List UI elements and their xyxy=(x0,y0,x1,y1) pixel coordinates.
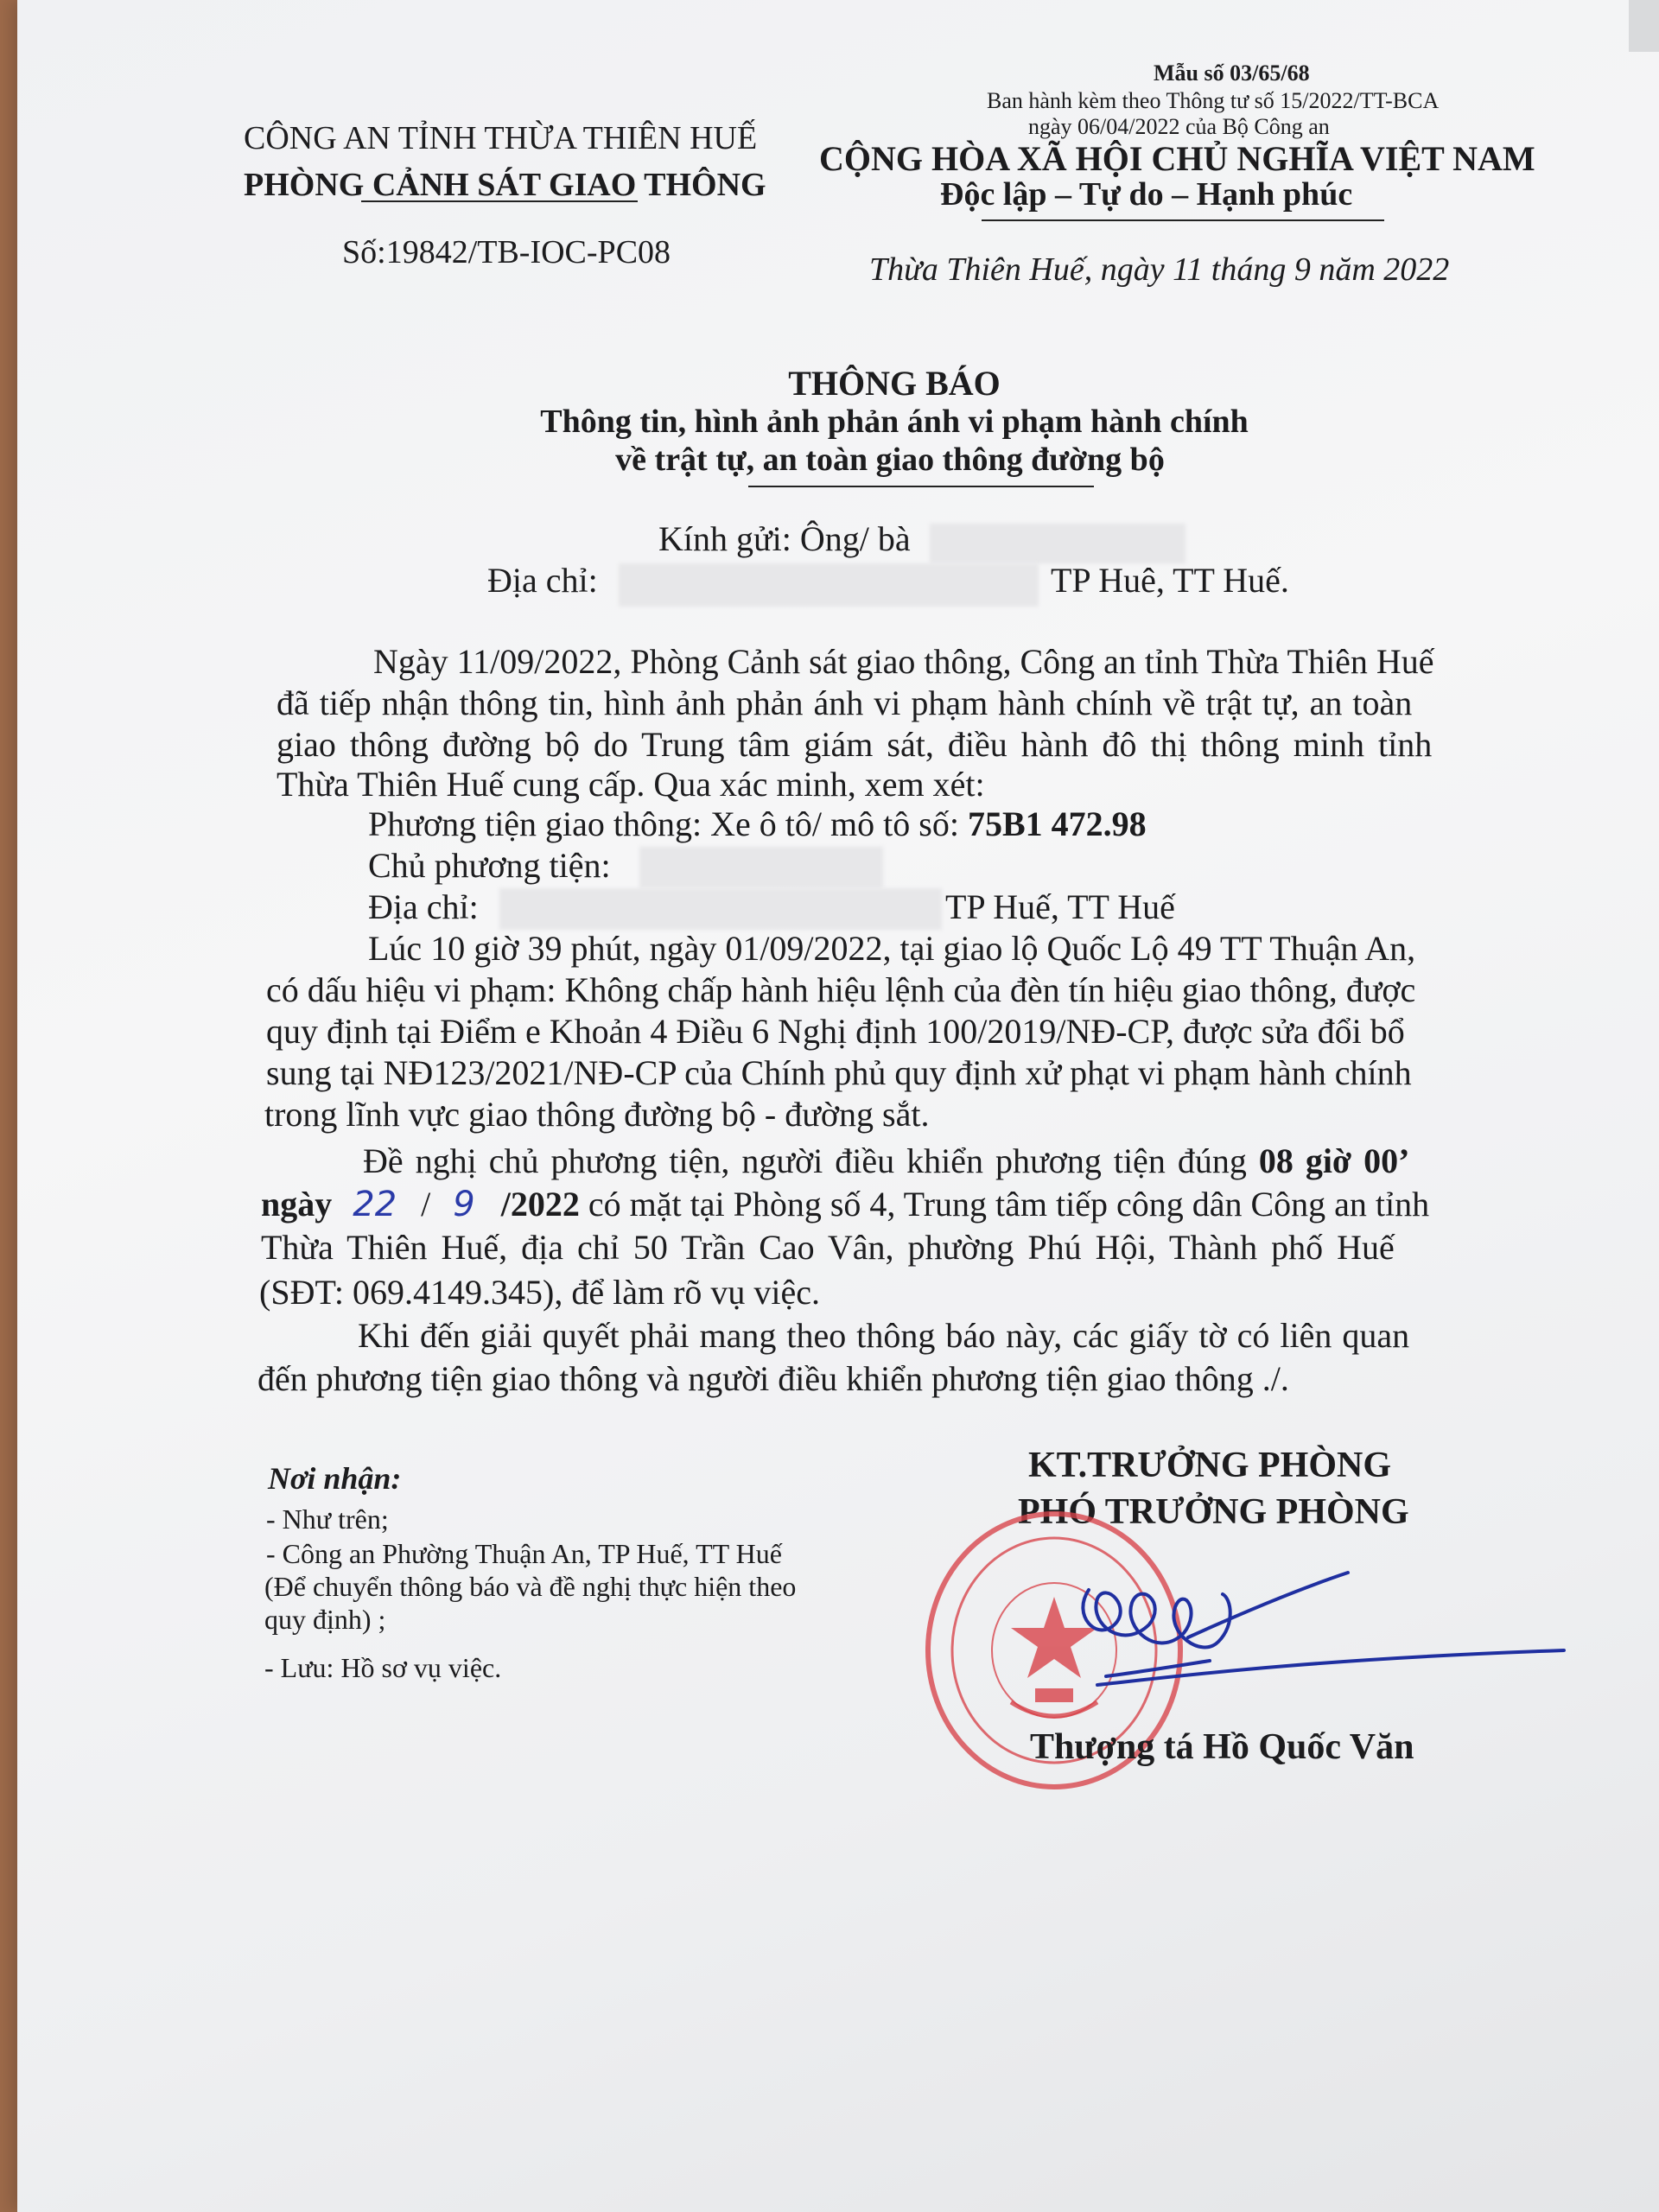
closing-line-2: đến phương tiện giao thông và người điều khiển phương tiện giao thông ./. xyxy=(257,1359,1289,1398)
request-year: /2022 xyxy=(500,1185,580,1224)
request-time: 08 giờ 00’ xyxy=(1258,1141,1410,1180)
recipient-address-label: Địa chỉ: xyxy=(487,561,598,600)
request-day-label: ngày xyxy=(261,1185,333,1224)
nation-line-1: CỘNG HÒA XÃ HỘI CHỦ NGHĨA VIỆT NAM xyxy=(819,139,1535,178)
request-line-4: (SĐT: 069.4149.345), để làm rõ vụ việc. xyxy=(259,1273,821,1312)
redacted-address xyxy=(619,563,1039,607)
place-date: Thừa Thiên Huế, ngày 11 tháng 9 năm 2022 xyxy=(869,251,1450,288)
request-line-3: Thừa Thiên Huế, địa chỉ 50 Trần Cao Vân, phường Phú Hội, Thành phố Huế xyxy=(261,1228,1395,1267)
request-text: có mặt tại Phòng số 4, Trung tâm tiếp công dân Công an tỉnh xyxy=(588,1185,1430,1224)
agency-line-2: PHÒNG CẢNH SÁT GIAO THÔNG xyxy=(244,167,766,203)
vehicle-label: Phương tiện giao thông: Xe ô tô/ mô tô số: xyxy=(368,804,968,843)
form-number: Mẫu số 03/65/68 xyxy=(1154,60,1310,86)
issued-date: ngày 06/04/2022 của Bộ Công an xyxy=(1028,114,1330,139)
request-text: Đề nghị chủ phương tiện, người điều khiển phương tiện đúng xyxy=(363,1141,1247,1180)
handwritten-day: 22 xyxy=(353,1185,397,1224)
license-plate: 75B1 472.98 xyxy=(967,804,1147,843)
violation-line: trong lĩnh vực giao thông đường bộ - đường sắt. xyxy=(264,1095,930,1134)
owner-address-tail: TP Huế, TT Huế xyxy=(945,887,1175,926)
vehicle-line xyxy=(368,804,1147,844)
signer-name: Thượng tá Hồ Quốc Văn xyxy=(1030,1727,1414,1767)
recipient-item: (Để chuyển thông báo và đề nghị thực hiện theo xyxy=(264,1571,797,1602)
recipients-title: Nơi nhận: xyxy=(268,1461,402,1496)
intro-line: đã tiếp nhận thông tin, hình ảnh phản ánh vi phạm hành chính về trật tự, an toàn xyxy=(276,683,1413,722)
owner-address-label: Địa chỉ: xyxy=(368,887,479,926)
motto-underline xyxy=(982,219,1384,221)
handwritten-month: 9 xyxy=(453,1185,475,1224)
date-separator: / xyxy=(421,1185,431,1224)
intro-line: Ngày 11/09/2022, Phòng Cảnh sát giao thông, Công an tỉnh Thừa Thiên Huế xyxy=(373,642,1434,681)
recipient-item: quy định) ; xyxy=(264,1604,386,1635)
violation-line: sung tại NĐ123/2021/NĐ-CP của Chính phủ quy định xử phạt vi phạm hành chính xyxy=(266,1053,1412,1092)
violation-line: quy định tại Điểm e Khoản 4 Điều 6 Nghị định 100/2019/NĐ-CP, được sửa đổi bổ xyxy=(266,1012,1405,1051)
signature-title-1: KT.TRƯỞNG PHÒNG xyxy=(1028,1446,1391,1485)
request-line-2 xyxy=(261,1184,1429,1224)
document-title: THÔNG BÁO xyxy=(788,364,1001,403)
recipient-item: - Lưu: Hồ sơ vụ việc. xyxy=(264,1652,502,1683)
intro-line: Thừa Thiên Huế cung cấp. Qua xác minh, xem xét: xyxy=(276,765,985,804)
signature-title-2: PHÓ TRƯỞNG PHÒNG xyxy=(1018,1492,1409,1532)
agency-line-1: CÔNG AN TỈNH THỪA THIÊN HUẾ xyxy=(244,120,758,156)
recipient-item: - Như trên; xyxy=(266,1503,389,1535)
request-line-1 xyxy=(363,1141,1409,1181)
agency-underline xyxy=(361,200,638,202)
handwritten-signature xyxy=(1037,1564,1573,1711)
recipient-greeting: Kính gửi: Ông/ bà xyxy=(658,519,911,558)
recipient-address-tail: TP Huê, TT Huế. xyxy=(1051,561,1289,600)
title-underline xyxy=(748,486,1094,487)
nation-motto: Độc lập – Tự do – Hạnh phúc xyxy=(940,176,1353,213)
issued-with: Ban hành kèm theo Thông tư số 15/2022/TT-BCA xyxy=(987,88,1440,113)
document-subtitle-2: về trật tự, an toàn giao thông đường bộ xyxy=(615,442,1165,478)
desk-corner xyxy=(1629,0,1659,52)
desk-edge xyxy=(0,0,19,2212)
violation-line: Lúc 10 giờ 39 phút, ngày 01/09/2022, tại giao lộ Quốc Lộ 49 TT Thuận An, xyxy=(368,929,1416,968)
intro-line: giao thông đường bộ do Trung tâm giám sát, điều hành đô thị thông minh tỉnh xyxy=(276,725,1433,764)
closing-line-1: Khi đến giải quyết phải mang theo thông báo này, các giấy tờ có liên quan xyxy=(358,1316,1410,1355)
owner-label: Chủ phương tiện: xyxy=(368,846,611,885)
document-number: Số:19842/TB-IOC-PC08 xyxy=(342,234,671,270)
redacted-owner xyxy=(639,847,883,888)
redacted-name xyxy=(930,524,1185,563)
document-subtitle-1: Thông tin, hình ảnh phản ánh vi phạm hành chính xyxy=(540,404,1249,440)
violation-line: có dấu hiệu vi phạm: Không chấp hành hiệu lệnh của đèn tín hiệu giao thông, được xyxy=(266,970,1416,1009)
recipient-item: - Công an Phường Thuận An, TP Huế, TT Huế xyxy=(266,1538,782,1569)
redacted-owner-address xyxy=(499,888,942,930)
